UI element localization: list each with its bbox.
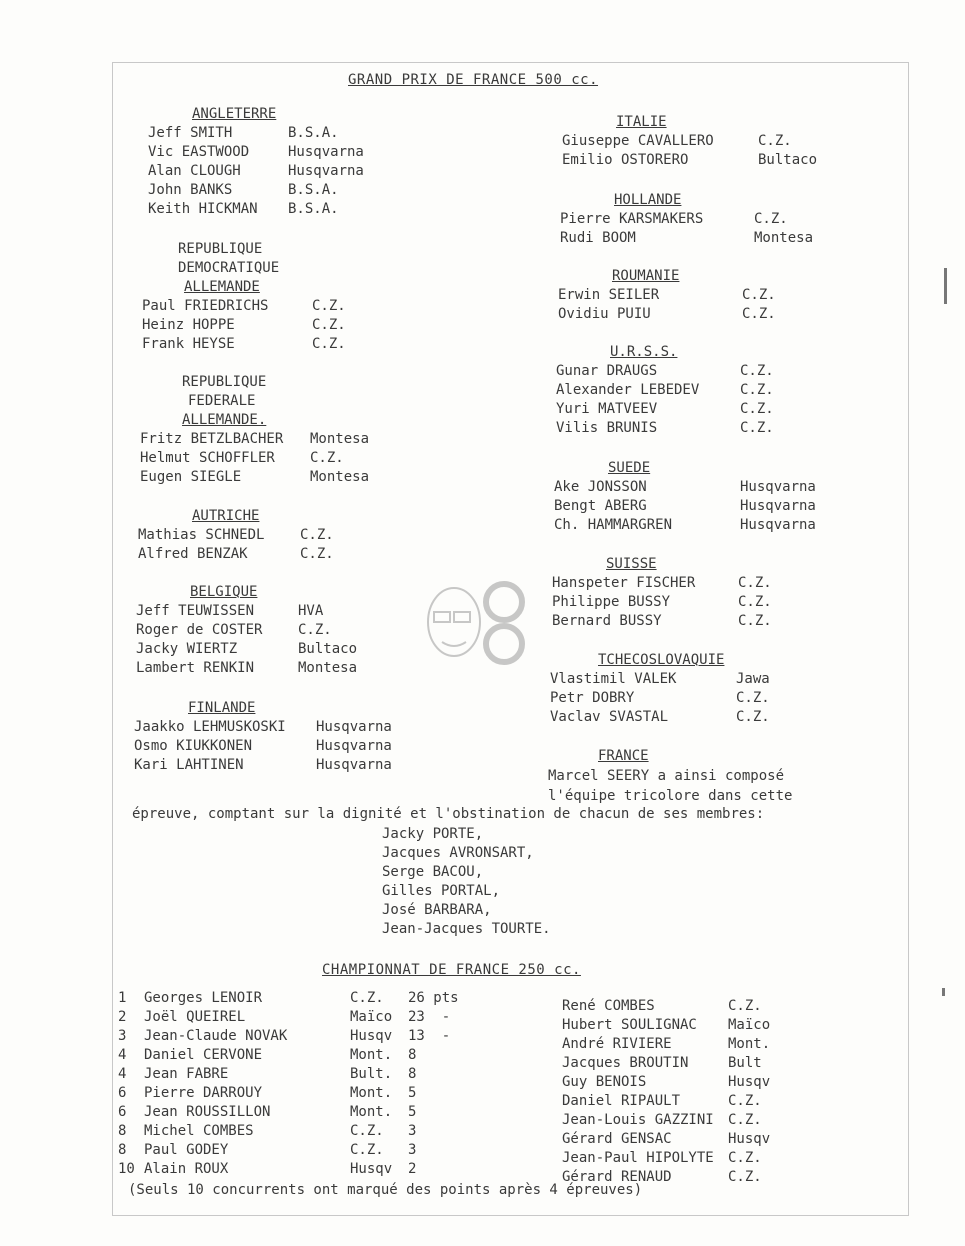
rider-make: Montesa — [310, 431, 370, 447]
country-heading: BELGIQUE — [190, 584, 258, 600]
rider-name: Gunar DRAUGS — [556, 363, 658, 379]
position: 10 — [118, 1161, 135, 1177]
points: 26 pts — [408, 990, 459, 1006]
rider-make: Husqvarna — [740, 479, 816, 495]
rider-name: Vilis BRUNIS — [556, 420, 658, 436]
rider-make: Bult. — [350, 1066, 393, 1082]
rider-name: Jacques BROUTIN — [562, 1055, 689, 1071]
position: 3 — [118, 1028, 127, 1044]
position: 4 — [118, 1047, 127, 1063]
rider-make: C.Z. — [738, 575, 772, 591]
rider-name: Fritz BETZLBACHER — [140, 431, 284, 447]
country-heading: SUEDE — [608, 460, 651, 476]
rider-make: Husqvarna — [316, 757, 392, 773]
rider-make: Mont. — [350, 1047, 393, 1063]
rider-make: Husqvarna — [316, 738, 392, 754]
rider-name: Alexander LEBEDEV — [556, 382, 700, 398]
rider-make: C.Z. — [350, 1123, 384, 1139]
rider-name: André RIVIERE — [562, 1036, 672, 1052]
rider-name: Alain ROUX — [144, 1161, 229, 1177]
points: 2 — [408, 1161, 417, 1177]
rider-name: Eugen SIEGLE — [140, 469, 242, 485]
country-heading: REPUBLIQUE — [178, 241, 263, 257]
rider-make: HVA — [298, 603, 324, 619]
country-heading: U.R.S.S. — [610, 344, 678, 360]
rider-name: Bengt ABERG — [554, 498, 647, 514]
rider-make: Maïco — [728, 1017, 771, 1033]
rider-make: C.Z. — [736, 709, 770, 725]
rider-name: Jean FABRE — [144, 1066, 229, 1082]
rider-name: Gérard GENSAC — [562, 1131, 672, 1147]
rider-name: Rudi BOOM — [560, 230, 636, 246]
rider-name: Michel COMBES — [144, 1123, 254, 1139]
rider-make: C.Z. — [310, 450, 344, 466]
rider-make: C.Z. — [740, 420, 774, 436]
rider-make: Husqv — [728, 1131, 771, 1147]
points: 5 — [408, 1104, 417, 1120]
country-heading: FINLANDE — [188, 700, 256, 716]
rider-name: Gérard RENAUD — [562, 1169, 672, 1185]
rider-name: Vlastimil VALEK — [550, 671, 677, 687]
rider-make: Jawa — [736, 671, 770, 687]
rider-make: C.Z. — [300, 546, 334, 562]
rider-name: Alan CLOUGH — [148, 163, 241, 179]
rider-name: Jean-Paul HIPOLYTE — [562, 1150, 714, 1166]
country-heading: ROUMANIE — [612, 268, 680, 284]
rider-name: Lambert RENKIN — [136, 660, 255, 676]
rider-name: Paul FRIEDRICHS — [142, 298, 269, 314]
position: 6 — [118, 1085, 127, 1101]
rider-name: Jeff SMITH — [148, 125, 233, 141]
france-team-member: José BARBARA, — [382, 902, 492, 918]
rider-name: Ch. HAMMARGREN — [554, 517, 673, 533]
rider-make: C.Z. — [742, 306, 776, 322]
rider-name: Hubert SOULIGNAC — [562, 1017, 697, 1033]
footnote: (Seuls 10 concurrents ont marqué des points après 4 épreuves) — [128, 1182, 643, 1198]
rider-name: John BANKS — [148, 182, 233, 198]
rider-name: Alfred BENZAK — [138, 546, 248, 562]
rider-make: Bultaco — [758, 152, 818, 168]
rider-make: Husqvarna — [740, 498, 816, 514]
rider-name: Helmut SCHOFFLER — [140, 450, 275, 466]
rider-name: Pierre DARROUY — [144, 1085, 263, 1101]
country-heading: AUTRICHE — [192, 508, 260, 524]
rider-name: Frank HEYSE — [142, 336, 235, 352]
rider-name: Erwin SEILER — [558, 287, 660, 303]
rider-make: Husqvarna — [740, 517, 816, 533]
rider-make: Husqv — [350, 1028, 393, 1044]
rider-make: C.Z. — [758, 133, 792, 149]
rider-make: C.Z. — [754, 211, 788, 227]
country-heading: DEMOCRATIQUE — [178, 260, 280, 276]
rider-make: Mont. — [350, 1104, 393, 1120]
france-team-member: Jacques AVRONSART, — [382, 845, 534, 861]
rider-make: C.Z. — [736, 690, 770, 706]
rider-make: B.S.A. — [288, 125, 339, 141]
rider-name: Jean-Louis GAZZINI — [562, 1112, 714, 1128]
points: 23 - — [408, 1009, 451, 1025]
france-team-member: Jacky PORTE, — [382, 826, 484, 842]
rider-name: Giuseppe CAVALLERO — [562, 133, 714, 149]
rider-name: Philippe BUSSY — [552, 594, 671, 610]
points: 3 — [408, 1142, 417, 1158]
rider-make: C.Z. — [740, 401, 774, 417]
rider-make: C.Z. — [298, 622, 332, 638]
country-heading: ALLEMANDE. — [182, 412, 267, 428]
position: 2 — [118, 1009, 127, 1025]
championnat-title: CHAMPIONNAT DE FRANCE 250 cc. — [322, 962, 581, 978]
country-heading: REPUBLIQUE — [182, 374, 267, 390]
france-text-line: Marcel SEERY a ainsi composé — [548, 768, 785, 784]
rider-make: C.Z. — [738, 613, 772, 629]
rider-make: C.Z. — [728, 1150, 762, 1166]
position: 1 — [118, 990, 127, 1006]
rider-make: Montesa — [298, 660, 358, 676]
rider-make: Husqv — [728, 1074, 771, 1090]
rider-name: Mathias SCHNEDL — [138, 527, 265, 543]
rider-make: C.Z. — [350, 990, 384, 1006]
rider-make: Husqv — [350, 1161, 393, 1177]
rider-name: Ovidiu PUIU — [558, 306, 651, 322]
rider-make: Husqvarna — [288, 144, 364, 160]
rider-make: C.Z. — [300, 527, 334, 543]
rider-name: Hanspeter FISCHER — [552, 575, 696, 591]
rider-make: B.S.A. — [288, 201, 339, 217]
rider-make: Bult — [728, 1055, 762, 1071]
points: 8 — [408, 1066, 417, 1082]
country-heading: HOLLANDE — [614, 192, 682, 208]
grand-prix-title: GRAND PRIX DE FRANCE 500 cc. — [348, 72, 599, 88]
rider-make: C.Z. — [312, 298, 346, 314]
rider-make: Mont. — [728, 1036, 771, 1052]
france-team-member: Jean-Jacques TOURTE. — [382, 921, 551, 937]
country-heading: ITALIE — [616, 114, 667, 130]
rider-name: Emilio OSTORERO — [562, 152, 689, 168]
rider-make: C.Z. — [312, 336, 346, 352]
rider-name: Guy BENOIS — [562, 1074, 647, 1090]
rider-make: C.Z. — [728, 1093, 762, 1109]
rider-name: Jean-Claude NOVAK — [144, 1028, 288, 1044]
rider-name: Daniel RIPAULT — [562, 1093, 681, 1109]
points: 3 — [408, 1123, 417, 1139]
points: 5 — [408, 1085, 417, 1101]
france-team-member: Gilles PORTAL, — [382, 883, 501, 899]
rider-name: Osmo KIUKKONEN — [134, 738, 253, 754]
rider-make: Bultaco — [298, 641, 358, 657]
position: 8 — [118, 1142, 127, 1158]
rider-name: Paul GODEY — [144, 1142, 229, 1158]
rider-name: Jean ROUSSILLON — [144, 1104, 271, 1120]
rider-name: Ake JONSSON — [554, 479, 647, 495]
france-text-line: l'équipe tricolore dans cette — [548, 788, 793, 804]
rider-make: Husqvarna — [316, 719, 392, 735]
rider-make: Montesa — [754, 230, 814, 246]
points: 8 — [408, 1047, 417, 1063]
rider-make: C.Z. — [350, 1142, 384, 1158]
position: 6 — [118, 1104, 127, 1120]
punch-mark — [944, 268, 947, 304]
logo-stamp — [414, 572, 530, 672]
rider-name: Vic EASTWOOD — [148, 144, 250, 160]
rider-name: Petr DOBRY — [550, 690, 635, 706]
rider-make: C.Z. — [738, 594, 772, 610]
rider-make: Maïco — [350, 1009, 393, 1025]
rider-name: Joël QUEIREL — [144, 1009, 246, 1025]
points: 13 - — [408, 1028, 451, 1044]
france-team-member: Serge BACOU, — [382, 864, 484, 880]
rider-name: Pierre KARSMAKERS — [560, 211, 704, 227]
rider-name: Jeff TEUWISSEN — [136, 603, 255, 619]
rider-make: C.Z. — [742, 287, 776, 303]
rider-name: Bernard BUSSY — [552, 613, 662, 629]
rider-name: Vaclav SVASTAL — [550, 709, 669, 725]
rider-name: Roger de COSTER — [136, 622, 263, 638]
rider-make: Husqvarna — [288, 163, 364, 179]
rider-make: Mont. — [350, 1085, 393, 1101]
rider-name: Kari LAHTINEN — [134, 757, 244, 773]
rider-make: C.Z. — [740, 382, 774, 398]
rider-name: René COMBES — [562, 998, 655, 1014]
rider-make: C.Z. — [728, 998, 762, 1014]
rider-make: B.S.A. — [288, 182, 339, 198]
country-heading: ANGLETERRE — [192, 106, 277, 122]
rider-name: Jacky WIERTZ — [136, 641, 238, 657]
rider-name: Yuri MATVEEV — [556, 401, 658, 417]
country-heading: ALLEMANDE — [184, 279, 260, 295]
rider-name: Georges LENOIR — [144, 990, 263, 1006]
rider-make: C.Z. — [312, 317, 346, 333]
rider-make: C.Z. — [740, 363, 774, 379]
rider-name: Keith HICKMAN — [148, 201, 258, 217]
rider-make: C.Z. — [728, 1169, 762, 1185]
rider-name: Jaakko LEHMUSKOSKI — [134, 719, 286, 735]
france-heading: FRANCE — [598, 748, 649, 764]
rider-name: Daniel CERVONE — [144, 1047, 263, 1063]
country-heading: TCHECOSLOVAQUIE — [598, 652, 725, 668]
country-heading: SUISSE — [606, 556, 657, 572]
france-text-line: épreuve, comptant sur la dignité et l'obstination de chacun de ses membres: — [132, 806, 765, 822]
position: 8 — [118, 1123, 127, 1139]
rider-name: Heinz HOPPE — [142, 317, 235, 333]
position: 4 — [118, 1066, 127, 1082]
punch-mark — [942, 988, 945, 996]
rider-make: C.Z. — [728, 1112, 762, 1128]
rider-make: Montesa — [310, 469, 370, 485]
country-heading: FEDERALE — [188, 393, 256, 409]
